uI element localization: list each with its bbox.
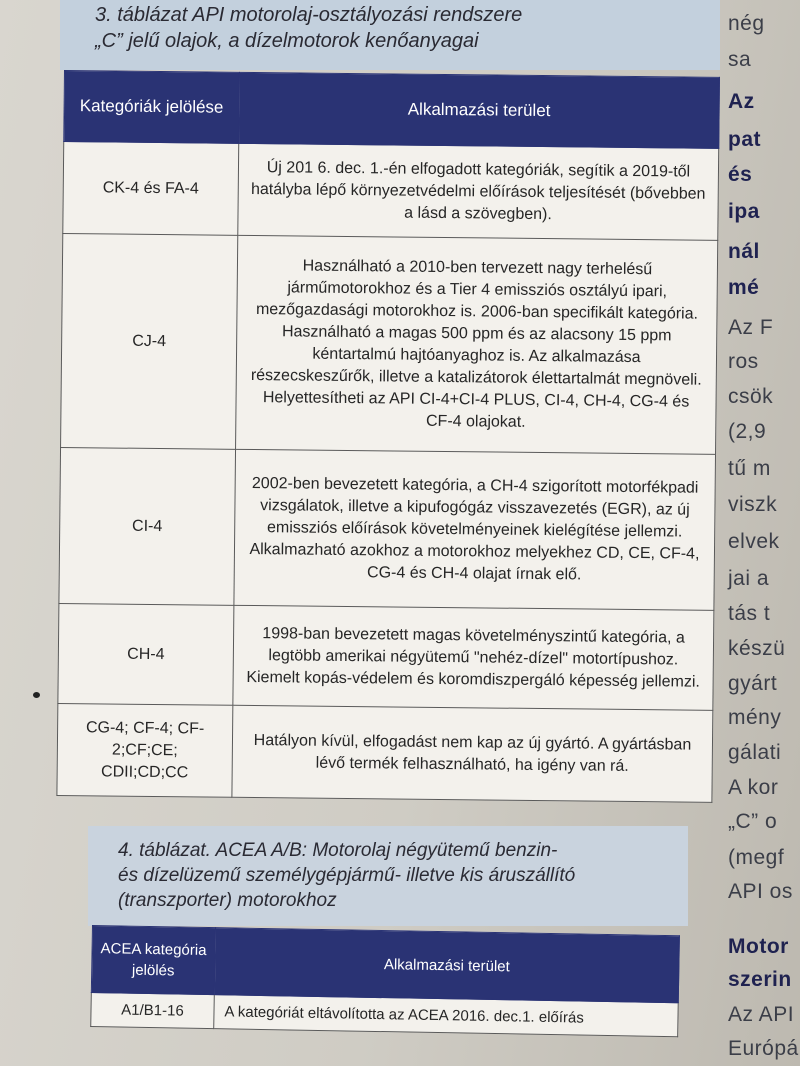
description-cell: 2002-ben bevezetett kategória, a CH-4 szigorított motorfékpadi vizsgálatok, illetve a kipufogógáz visszavezetés (EGR), az új emissziós előírások követelményeinek kielégítése jellemzi. Alkalmazható azokhoz a motorokhoz melyekhez CD, CE, CF-4, CG-4 és CH-4 olajat írnak elő. [234, 449, 716, 610]
column-text-line: mény [728, 706, 782, 729]
table3-caption-line1: 3. táblázat API motorolaj-osztályozási rendszere [95, 4, 523, 26]
category-cell: CK-4 és FA-4 [63, 142, 239, 236]
description-cell: 1998-ban bevezetett magas követelményszintű kategória, a legtöbb amerikai négyütemű "nehéz-dízel" motortípushoz. Kiemelt kopás-védelem és koromdiszpergáló képesség jellemzi. [233, 605, 714, 710]
column-text-line: mé [728, 276, 760, 299]
table-row [61, 233, 718, 454]
column-text-line: ros [728, 350, 759, 373]
table4-caption-line1: 4. táblázat. ACEA A/B: Motorolaj négyütemű benzin- [118, 840, 558, 861]
table-row [58, 603, 714, 710]
table4-caption-line3: (transzporter) motorokhoz [118, 890, 337, 911]
category-cell: A1/B1-16 [91, 992, 215, 1028]
table3-caption [95, 2, 715, 54]
description-cell: Használható a 2010-ben tervezett nagy terhelésű járműmotorokhoz és a Tier 4 emissziós osztályú ipari, mezőgazdasági motorokhoz is. 2006-ban specifikált kategória. Használható a magas 500 ppm és az alacsony 15 ppm kéntartalmú hajtóanyaghoz is. Az alkalmazása részecskeszűrők, illetve a katalizátorok élettartalmát megnöveli. Helyettesítheti az API CI-4+CI-4 PLUS, CI-4, CH-4, CG-4 és CF-4 olajokat. [236, 235, 718, 454]
table3-header-row [64, 71, 720, 149]
table4-caption-line2: és dízelüzemű személygépjármű- illetve kis áruszállító [118, 865, 576, 886]
column-text-line: (megf [728, 846, 785, 869]
column-text-line: Motor [728, 935, 789, 958]
column-text-line: jai a [728, 567, 770, 590]
column-text-line: „C” o [728, 810, 778, 833]
column-text-line: szerin [728, 968, 792, 991]
column-text-line: Az API [728, 1003, 795, 1026]
table3-header-description: Alkalmazási terület [239, 72, 720, 148]
column-text-line: A kor [728, 776, 779, 799]
table4 [90, 925, 680, 1037]
column-text-line: készü [728, 637, 786, 660]
description-cell: A kategóriát eltávolította az ACEA 2016. dec.1. előírás [214, 995, 679, 1037]
column-text-line: Európá [728, 1037, 799, 1060]
category-cell: CJ-4 [61, 233, 238, 449]
table3-header-category: Kategóriák jelölése [64, 71, 240, 144]
table3-caption-line2: „C” jelű olajok, a dízelmotorok kenőanyagai [95, 30, 479, 52]
table-row [63, 142, 719, 241]
table4-header-row [91, 926, 679, 1003]
column-text-line: nál [728, 240, 760, 263]
column-text-line: API os [728, 880, 793, 903]
category-cell: CH-4 [58, 603, 234, 705]
column-text-line: Az F [728, 316, 774, 339]
column-text-line: viszk [728, 493, 778, 516]
column-text-line: Az [728, 90, 755, 113]
column-text-line: tű m [728, 457, 771, 480]
description-cell: Hatályon kívül, elfogadást nem kap az új gyártó. A gyártásban lévő termék felhasználható, ha igény van rá. [232, 705, 713, 802]
category-cell: CI-4 [59, 447, 236, 605]
column-text-line: pat [728, 128, 761, 151]
column-text-line: nég [728, 12, 765, 35]
table4-header-description: Alkalmazási terület [214, 928, 679, 1003]
column-text-line: sa [728, 48, 752, 71]
description-cell: Új 201 6. dec. 1.-én elfogadott kategóriák, segítik a 2019-től hatályba lépő környezetvédelmi előírások teljesítését (bővebben a lásd a szövegben). [238, 143, 719, 240]
table-row [57, 703, 713, 802]
table-row [59, 447, 716, 610]
table3 [56, 70, 720, 803]
column-text-line: (2,9 [728, 420, 767, 443]
column-text-line: és [728, 163, 753, 186]
column-text-line: ipa [728, 200, 760, 223]
column-text-line: elvek [728, 530, 780, 553]
page-mark [33, 692, 40, 698]
column-text-line: tás t [728, 602, 771, 625]
column-text-line: csök [728, 385, 774, 408]
column-text-line: gálati [728, 741, 782, 764]
column-text-line: gyárt [728, 672, 778, 695]
category-cell: CG-4; CF-4; CF-2;CF;CE; CDII;CD;CC [57, 703, 233, 797]
table4-caption [118, 838, 678, 913]
adjacent-column-text [724, 0, 800, 1066]
table4-header-category: ACEA kategória jelölés [91, 926, 215, 995]
